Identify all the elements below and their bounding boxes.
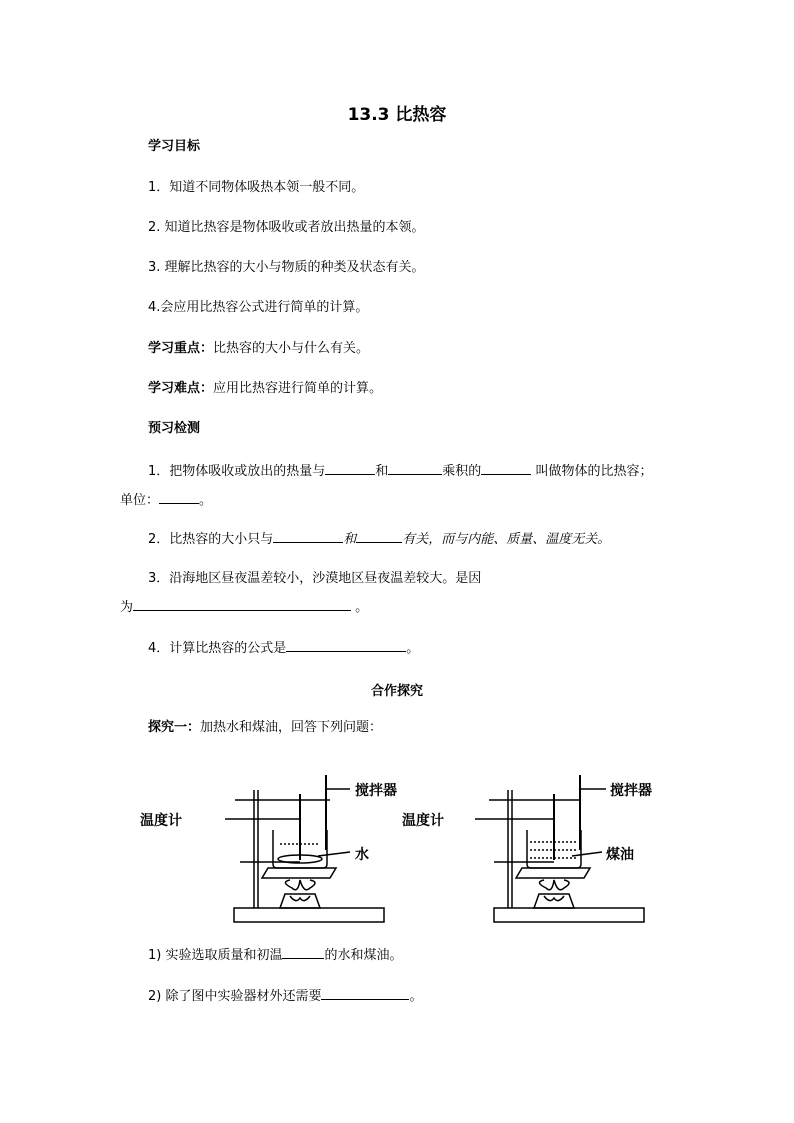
q2-text-a: 2．比热容的大小只与 — [148, 532, 274, 547]
q1-text-f: 。 — [199, 493, 213, 508]
blank-field[interactable] — [388, 462, 442, 475]
right-thermometer-label: 温度计 — [402, 813, 444, 829]
q3-text-b: 为 — [120, 600, 134, 615]
coop-q2-text-a: 2) 除了图中实验器材外还需要 — [148, 989, 322, 1004]
objective-item: 3. 理解比热容的大小与物质的种类及状态有关。 — [148, 260, 425, 275]
blank-field[interactable] — [286, 639, 406, 652]
q4-text-a: 4．计算比热容的公式是 — [148, 641, 287, 656]
q2-text-b: 和 — [343, 532, 357, 547]
difficulty-line — [148, 381, 382, 397]
right-stirrer-label: 搅拌器 — [610, 783, 652, 799]
difficulty-text: 应用比热容进行简单的计算。 — [213, 381, 383, 396]
q4-text-b: 。 — [406, 641, 420, 656]
right-base — [494, 908, 644, 922]
preview-heading: 预习检测 — [148, 421, 201, 436]
q1-text-d: 叫做物体的比热容； — [535, 464, 653, 479]
left-thermometer-label: 温度计 — [140, 813, 182, 829]
key-point-line — [148, 341, 369, 357]
q1-text-e: 单位： — [120, 493, 160, 508]
blank-field[interactable] — [356, 530, 402, 543]
coop-heading: 合作探究 — [370, 684, 423, 699]
q2-text-c: 有关，而与内能、质量、温度无关。 — [402, 532, 611, 547]
preview-q3: 3．沿海地区昼夜温差较小，沙漠地区昼夜温差较大。是因 — [148, 571, 482, 586]
objective-item: 1．知道不同物体吸热本领一般不同。 — [148, 180, 365, 195]
q3-text-c: 。 — [355, 600, 369, 615]
key-point-text: 比热容的大小与什么有关。 — [213, 341, 370, 356]
explore1-text: 加热水和煤油，回答下列问题： — [200, 720, 383, 735]
blank-field[interactable] — [273, 530, 343, 543]
blank-field[interactable] — [133, 598, 351, 611]
coop-q2-text-b: 。 — [409, 989, 423, 1004]
preview-q1-cont — [120, 491, 212, 509]
coop-q1-text-a: 1) 实验选取质量和初温 — [148, 948, 283, 963]
preview-q3-cont — [120, 598, 368, 616]
explore1-label: 探究一： — [148, 720, 201, 735]
preview-q2 — [148, 530, 610, 548]
difficulty-label: 学习难点： — [148, 381, 214, 396]
water-label: 水 — [355, 847, 369, 863]
page-title: 13.3 比热容 — [347, 105, 447, 125]
left-base — [234, 908, 384, 922]
left-lamp — [280, 894, 320, 908]
blank-field[interactable] — [282, 946, 324, 959]
objectives-heading: 学习目标 — [148, 139, 201, 154]
preview-q4 — [148, 639, 419, 657]
blank-field[interactable] — [481, 462, 531, 475]
coop-q2 — [148, 987, 423, 1005]
q1-text-a: 1．把物体吸收或放出的热量与 — [148, 464, 326, 479]
blank-field[interactable] — [321, 987, 409, 1000]
q1-text-c: 乘积的 — [442, 464, 482, 479]
blank-field[interactable] — [159, 491, 199, 504]
key-point-label: 学习重点： — [148, 341, 214, 356]
apparatus-figure — [140, 770, 700, 930]
q1-text-b: 和 — [375, 464, 389, 479]
coop-q1 — [148, 946, 403, 964]
coop-q1-text-b: 的水和煤油。 — [324, 948, 403, 963]
explore1-line — [148, 720, 382, 736]
blank-field[interactable] — [325, 462, 375, 475]
objective-item: 4.会应用比热容公式进行简单的计算。 — [148, 300, 369, 315]
left-stirrer-label: 搅拌器 — [355, 783, 397, 799]
objective-item: 2. 知道比热容是物体吸收或者放出热量的本领。 — [148, 220, 425, 235]
right-lamp — [534, 894, 574, 908]
kerosene-label: 煤油 — [606, 847, 634, 863]
preview-q1 — [148, 462, 652, 480]
